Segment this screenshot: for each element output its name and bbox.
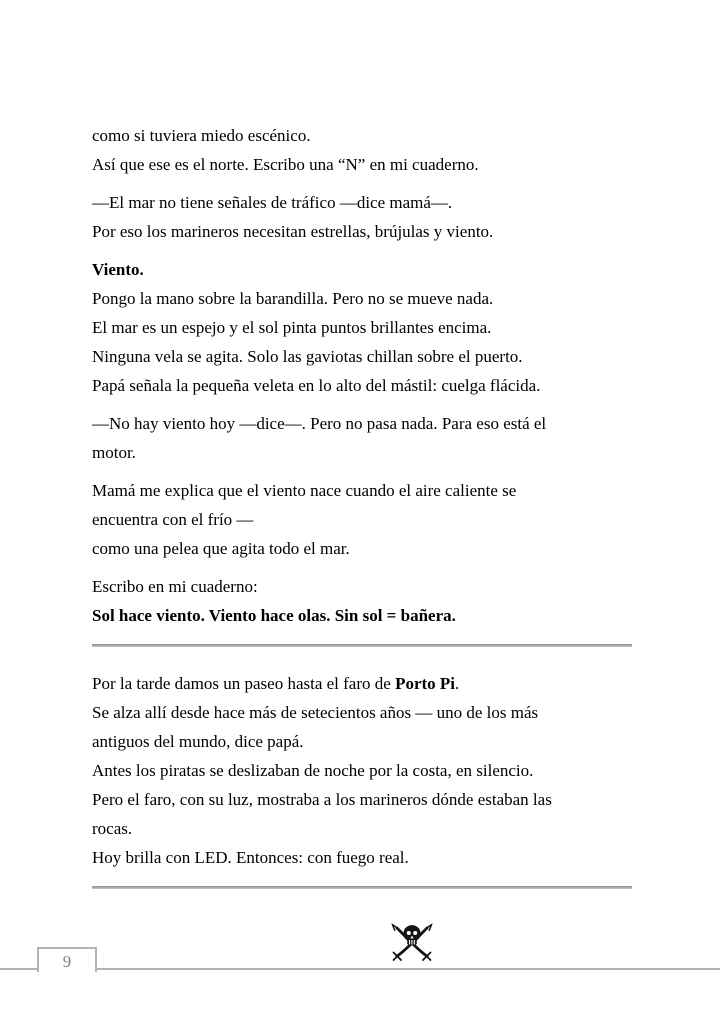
paragraph — [92, 409, 632, 467]
text-line: como si tuviera miedo escénico. — [92, 126, 311, 145]
text-line: Antes los piratas se deslizaban de noche por la costa, en silencio. — [92, 761, 534, 780]
section-divider — [92, 644, 632, 647]
text-line: Por la tarde damos un paseo hasta el faro de Porto Pi. — [92, 674, 460, 693]
footer-rule — [0, 968, 720, 970]
text-line: Viento. — [92, 260, 144, 279]
text-line: Hoy brilla con LED. Entonces: con fuego real. — [92, 848, 409, 867]
text-line: antiguos del mundo, dice papá. — [92, 732, 304, 751]
text-line: Ninguna vela se agita. Solo las gaviotas chillan sobre el puerto. — [92, 347, 523, 366]
text-line: Mamá me explica que el viento nace cuando el aire caliente se — [92, 481, 517, 500]
text-column — [92, 121, 632, 911]
text-line: Se alza allí desde hace más de setecientos años — uno de los más — [92, 703, 539, 722]
page-number-tab — [37, 947, 97, 972]
text-line: —No hay viento hoy —dice—. Pero no pasa nada. Para eso está el — [92, 414, 547, 433]
text-line: como una pelea que agita todo el mar. — [92, 539, 350, 558]
paragraph — [92, 572, 632, 630]
page-number: 9 — [62, 952, 72, 971]
text-line: Pongo la mano sobre la barandilla. Pero no se mueve nada. — [92, 289, 494, 308]
text-line: Sol hace viento. Viento hace olas. Sin sol = bañera. — [92, 606, 456, 625]
paragraph — [92, 121, 632, 179]
text-line: Pero el faro, con su luz, mostraba a los marineros dónde estaban las — [92, 790, 552, 809]
paragraph — [92, 255, 632, 400]
text-line: encuentra con el frío — — [92, 510, 254, 529]
text-line: Escribo en mi cuaderno: — [92, 577, 258, 596]
section-divider — [92, 886, 632, 889]
text-line: Por eso los marineros necesitan estrellas, brújulas y viento. — [92, 222, 494, 241]
text-line: Papá señala la pequeña veleta en lo alto del mástil: cuelga flácida. — [92, 376, 541, 395]
paragraph — [92, 476, 632, 563]
paragraph — [92, 669, 632, 872]
text-line: El mar es un espejo y el sol pinta puntos brillantes encima. — [92, 318, 492, 337]
text-line: motor. — [92, 443, 136, 462]
paragraph — [92, 188, 632, 246]
text-line: Así que ese es el norte. Escribo una “N” en mi cuaderno. — [92, 155, 479, 174]
text-line: —El mar no tiene señales de tráfico —dice mamá—. — [92, 193, 453, 212]
jolly-roger-icon — [391, 922, 433, 964]
text-line: rocas. — [92, 819, 133, 838]
